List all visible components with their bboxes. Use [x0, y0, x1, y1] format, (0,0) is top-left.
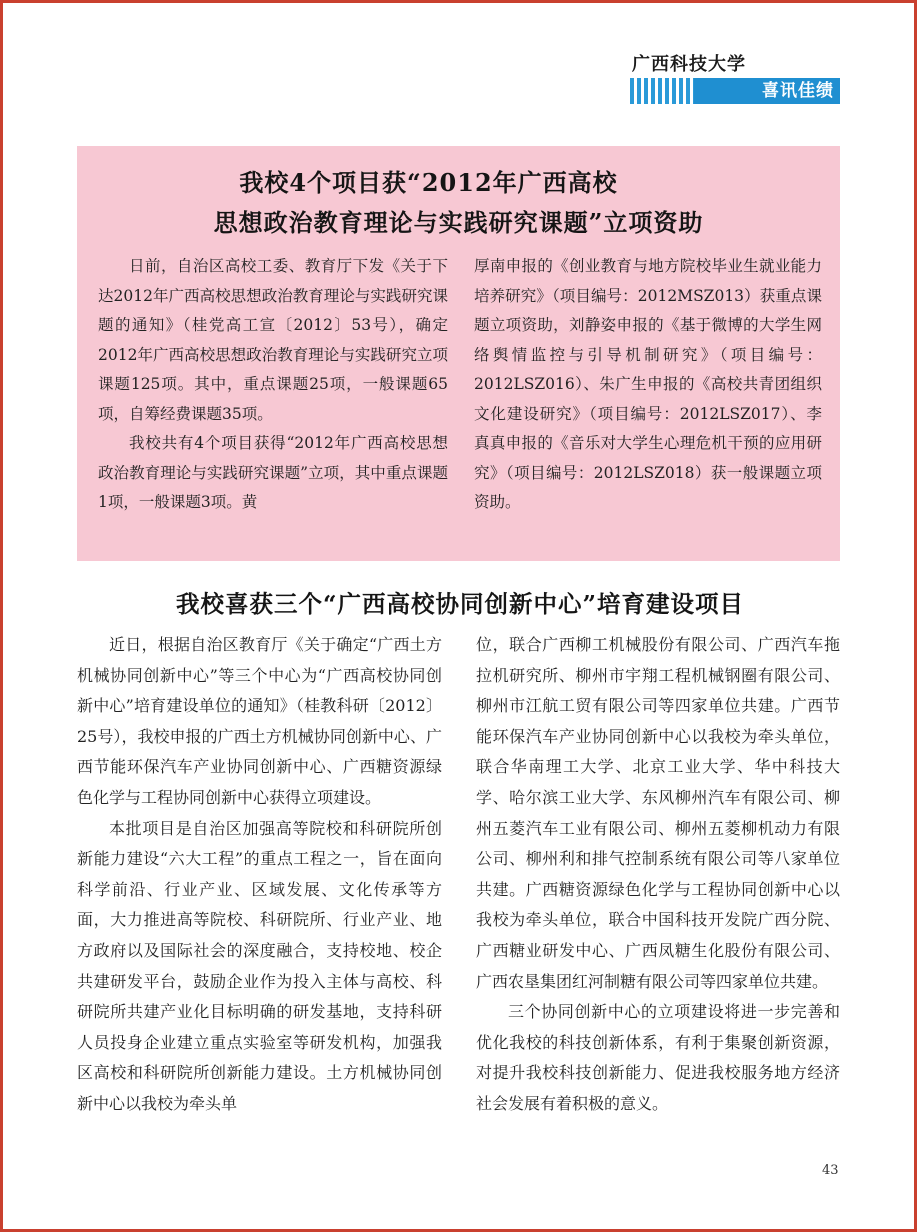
article1-title-line2: 思想政治教育理论与实践研究课题”立项资助	[213, 208, 704, 237]
article1-left-paragraph-2: 我校共有4个项目获得“2012年广西高校思想政治教育理论与实践研究课题”立项，其中重点课题1项，一般课题3项。黄	[98, 434, 448, 511]
page-frame-left	[0, 0, 3, 1232]
article2-right-paragraph-1: 位，联合广西柳工机械股份有限公司、广西汽车拖拉机研究所、柳州市宇翔工程机械钢圈有限公司、柳州市江航工贸有限公司等四家单位共建。广西节能环保汽车产业协同创新中心以我校为牵头单位，联合华南理工大学、北京工业大学、华中科技大学、哈尔滨工业大学、东风柳州汽车有限公司、柳州五菱汽车工业有限公司、柳州五菱柳机动力有限公司、柳州利和排气控制系统有限公司等八家单位共建。广西糖资源绿色化学与工程协同创新中心以我校为牵头单位，联合中国科技开发院广西分院、广西糖业研发中心、广西凤糖生化股份有限公司、广西农垦集团红河制糖有限公司等四家单位共建。	[476, 635, 840, 991]
article1-right-paragraph-1: 厚南申报的《创业教育与地方院校毕业生就业能力培养研究》（项目编号：2012MSZ013）获重点课题立项资助，刘静姿申报的《基于微博的大学生网络舆情监控与引导机制研究》（项目编号：2012LSZ016）、朱广生申报的《高校共青团组织文化建设研究》（项目编号：2012LSZ017）、李真真申报的《音乐对大学生心理危机干预的应用研究》（项目编号：2012LSZ018）获一般课题立项资助。	[474, 257, 822, 511]
page-frame-top	[0, 0, 917, 3]
header-stripes	[630, 78, 694, 104]
article2-right-column	[476, 630, 840, 1120]
article2-left-paragraph-1: 近日，根据自治区教育厅《关于确定“广西土方机械协同创新中心”等三个中心为“广西高校协同创新中心”培育建设单位的通知》（桂教科研〔2012〕25号），我校申报的广西土方机械协同创新中心、广西节能环保汽车产业协同创新中心、广西糖资源绿色化学与工程协同创新中心获得立项建设。	[77, 635, 442, 807]
article1-left-paragraph-1: 日前，自治区高校工委、教育厅下发《关于下达2012年广西高校思想政治教育理论与实践研究课题的通知》（桂党高工宣〔2012〕53号），确定2012年广西高校思想政治教育理论与实践研究立项课题125项。其中，重点课题25项，一般课题65项，自筹经费课题35项。	[98, 257, 448, 423]
article2-left-column	[77, 630, 442, 1120]
article2-right-paragraph-2: 三个协同创新中心的立项建设将进一步完善和优化我校的科技创新体系，有利于集聚创新资源，对提升我校科技创新能力、促进我校服务地方经济社会发展有着积极的意义。	[476, 1002, 840, 1113]
page-number: 43	[822, 1163, 839, 1178]
article2-title: 我校喜获三个“广西高校协同创新中心”培育建设项目	[175, 590, 745, 618]
article1-right-column	[474, 252, 822, 518]
header-school-name: 广西科技大学	[632, 54, 746, 75]
article1-title-line1: 我校4个项目获“2012年广西高校	[239, 168, 618, 197]
header-section-label: 喜讯佳绩	[762, 81, 834, 101]
article2-left-paragraph-2: 本批项目是自治区加强高等院校和科研院所创新能力建设“六大工程”的重点工程之一，旨在面向科学前沿、行业产业、区域发展、文化传承等方面，大力推进高等院校、科研院所、行业产业、地方政府以及国际社会的深度融合，支持校地、校企共建研发平台，鼓励企业作为投入主体与高校、科研院所共建产业化目标明确的研发基地，支持科研人员投身企业建立重点实验室等研发机构，加强我区高校和科研院所创新能力建设。土方机械协同创新中心以我校为牵头单	[77, 818, 442, 1113]
article1-left-column	[98, 252, 448, 518]
header-section-bar	[630, 78, 840, 104]
